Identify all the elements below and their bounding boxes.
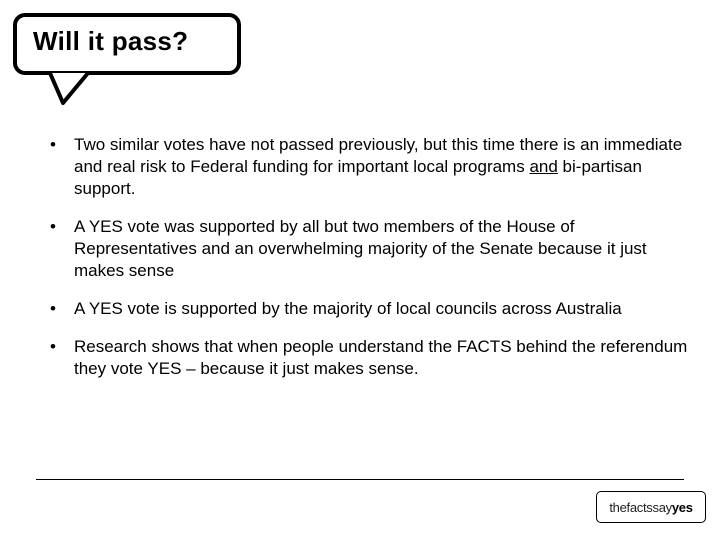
bullet-text [74, 135, 682, 198]
thefactssayyes-logo [596, 491, 706, 523]
bullet-marker: • [50, 217, 56, 236]
bullet-item [50, 336, 690, 380]
logo-text-thefacts: thefacts [609, 499, 653, 515]
bullet-text-part: bi-partisan support. [74, 157, 642, 198]
bullet-text: Research shows that when people understand the FACTS behind the referendum they vote YES – because it just makes sense. [74, 337, 688, 378]
bullet-list [50, 134, 690, 396]
bullet-marker: • [50, 135, 56, 154]
footer-divider [36, 479, 684, 480]
slide-title: Will it pass? [33, 26, 189, 56]
bullet-item [50, 298, 690, 320]
bullet-marker: • [50, 299, 56, 318]
logo-text-say: say [652, 499, 672, 515]
bullet-text: A YES vote is supported by the majority of local councils across Australia [74, 299, 622, 318]
bullet-marker: • [50, 337, 56, 356]
bullet-text-underlined: and [529, 157, 558, 176]
bullet-text-part: Two similar votes have not passed previously, but this time there is an immediate and real risk to Federal funding for important local programs [74, 135, 683, 176]
bullet-item [50, 216, 690, 282]
bullet-item [50, 134, 690, 200]
logo-text-yes: yes [671, 499, 693, 515]
bullet-text: A YES vote was supported by all but two members of the House of Representatives and an overwhelming majority of the Senate because it just makes sense [74, 217, 647, 280]
